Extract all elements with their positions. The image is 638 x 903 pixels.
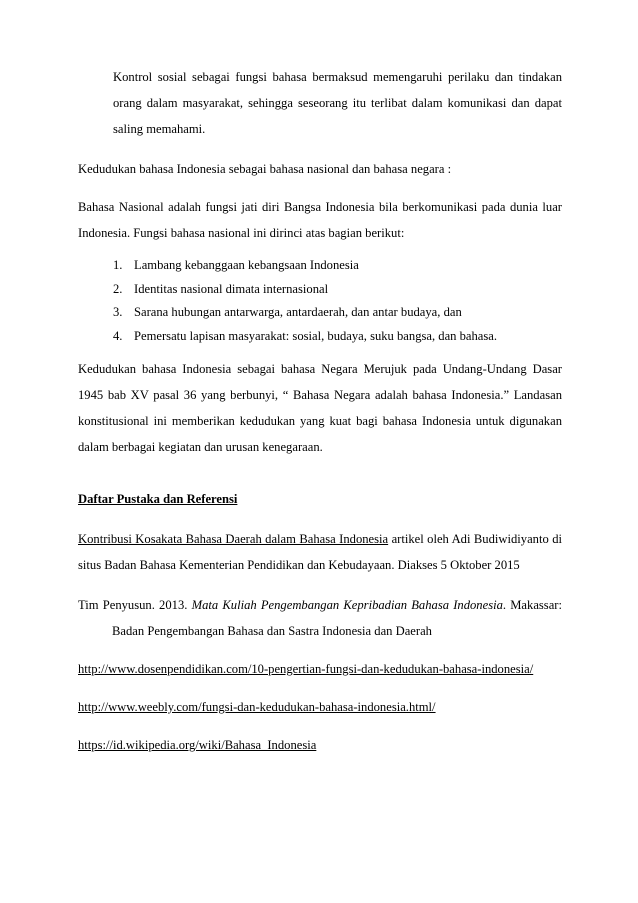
references-heading: Daftar Pustaka dan Referensi — [78, 492, 238, 506]
reference-2-title: Mata Kuliah Pengembangan Kepribadian Bahasa Indonesia — [191, 598, 503, 612]
list-item-text: Identitas nasional dimata internasional — [134, 281, 329, 296]
reference-1-title[interactable]: Kontribusi Kosakata Bahasa Daerah dalam Bahasa Indonesia — [78, 532, 389, 546]
list-item — [113, 254, 562, 278]
fungsi-nasional-list — [78, 254, 562, 348]
list-number: 4. — [113, 328, 123, 343]
kedudukan-intro-line: Kedudukan bahasa Indonesia sebagai bahasa nasional dan bahasa negara : — [78, 162, 452, 176]
list-item-text: Lambang kebanggaan kebangsaan Indonesia — [134, 258, 359, 272]
reference-2-details: . Makassar: Badan Pengembangan Bahasa dan Sastra Indonesia dan Daerah — [112, 598, 562, 638]
list-item-text: Sarana hubungan antarwarga, antardaerah, dan antar budaya, dan — [134, 305, 462, 319]
reference-entry-2 — [78, 592, 562, 644]
list-number: 3. — [113, 305, 123, 319]
reference-2-author: Tim Penyusun. 2013. — [78, 598, 192, 612]
bahasa-nasional-paragraph: Bahasa Nasional adalah fungsi jati diri Bangsa Indonesia bila berkomunikasi pada dunia luar Indonesia. Fungsi bahasa nasional ini dirinci atas bagian berikut: — [78, 200, 562, 240]
document-page — [78, 64, 562, 758]
bahasa-negara-paragraph: Kedudukan bahasa Indonesia sebagai bahasa Negara Merujuk pada Undang-Undang Dasar 1945 bab XV pasal 36 yang berbunyi, “ Bahasa Negara adalah bahasa Indonesia.” Landasan konstitusional ini memberikan kedudukan yang kuat bagi bahasa Indonesia untuk digunakan dalam berbagai kegiatan dan urusan kenegaraan. — [78, 362, 562, 454]
reference-entry-1 — [78, 526, 562, 578]
kontrol-sosial-paragraph: Kontrol sosial sebagai fungsi bahasa bermaksud memengaruhi perilaku dan tindakan orang dalam masyarakat, sehingga seseorang itu terlibat dalam komunikasi dan dapat saling memahami. — [113, 70, 562, 136]
list-item — [113, 301, 562, 325]
list-number: 1. — [113, 258, 123, 272]
list-item — [113, 325, 562, 349]
reference-link-dosenpendidikan[interactable]: http://www.dosenpendidikan.com/10-pengertian-fungsi-dan-kedudukan-bahasa-indonesia/ — [78, 662, 534, 676]
list-item — [113, 278, 562, 302]
reference-link-weebly[interactable]: http://www.weebly.com/fungsi-dan-kedudukan-bahasa-indonesia.html/ — [78, 700, 436, 714]
list-number: 2. — [113, 281, 123, 296]
list-item-text: Pemersatu lapisan masyarakat: sosial, budaya, suku bangsa, dan bahasa. — [134, 328, 498, 343]
reference-1-details: artikel oleh Adi Budiwidiyanto di situs Badan Bahasa Kementerian Pendidikan dan Kebudayaan. Diakses 5 Oktober 2015 — [78, 532, 562, 572]
reference-link-wikipedia[interactable]: https://id.wikipedia.org/wiki/Bahasa_Indonesia — [78, 738, 317, 752]
